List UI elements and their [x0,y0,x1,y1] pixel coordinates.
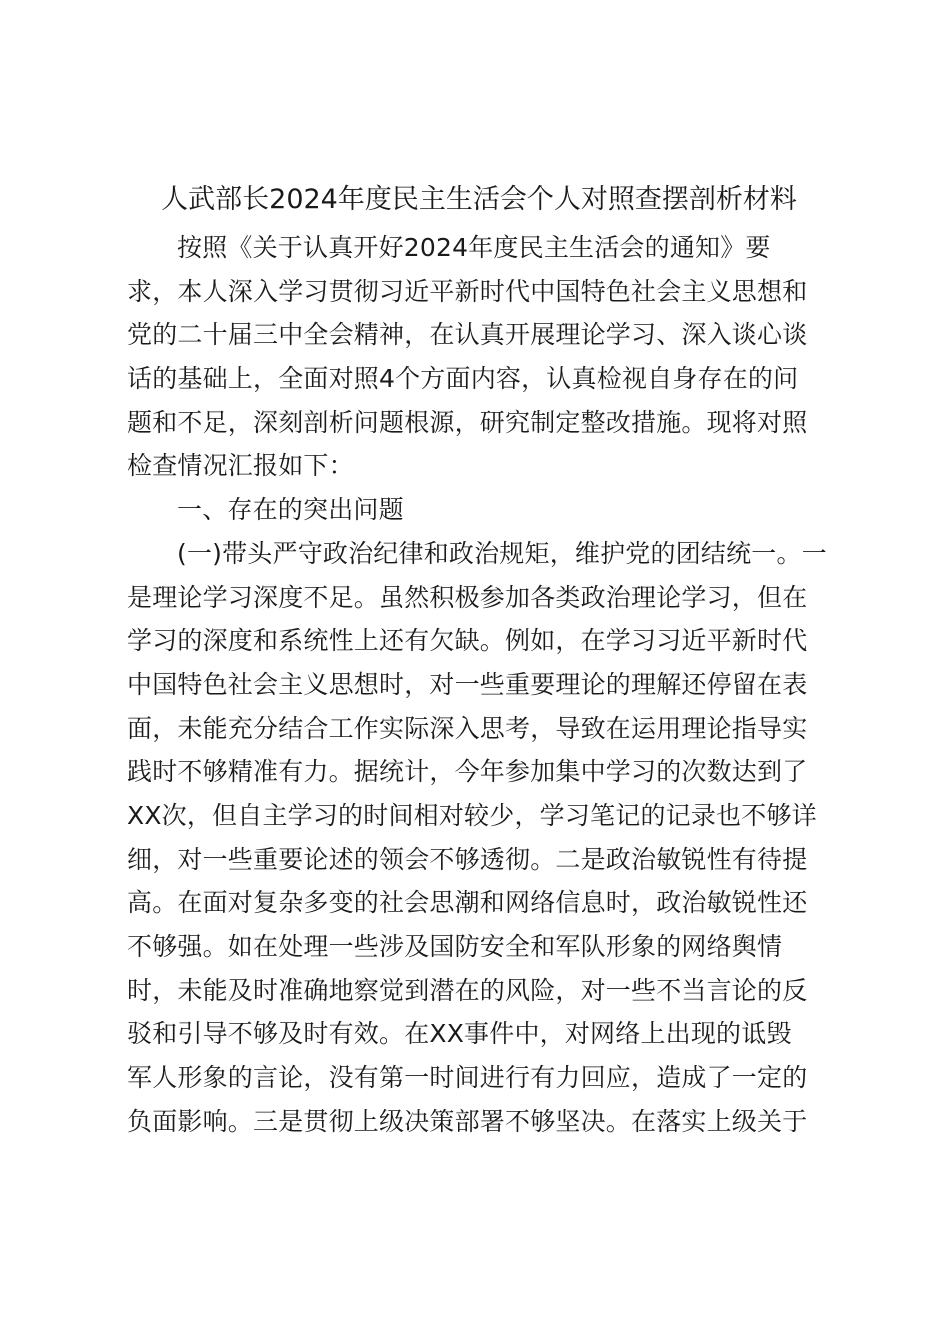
paragraph-line: 题和不足，深刻剖析问题根源，研究制定整改措施。现将对照 [127,407,808,437]
paragraph-line: 不够强。如在处理一些涉及国防安全和军队形象的网络舆情 [127,932,783,961]
paragraph-line: 面，未能充分结合工作实际深入思考，导致在运用理论指导实 [127,713,808,743]
paragraph-line: 高。在面对复杂多变的社会思潮和网络信息时，政治敏锐性还 [127,888,808,918]
paragraph-line: 学习的深度和系统性上还有欠缺。例如，在学习习近平新时代 [127,626,808,656]
paragraph-line: 时，未能及时准确地察觉到潜在的风险，对一些不当言论的反 [127,975,808,1005]
section-heading: 一、存在的突出问题 [177,495,404,525]
paragraph-line: 驳和引导不够及时有效。在XX事件中，对网络上出现的诋毁 [127,1019,792,1049]
paragraph-line: 践时不够精准有力。据统计，今年参加集中学习的次数达到了 [127,757,808,787]
paragraph-line: XX次，但自主学习的时间相对较少，学习笔记的记录也不够详 [127,800,817,830]
paragraph-line: 话的基础上，全面对照4个方面内容，认真检视自身存在的问 [127,364,799,394]
paragraph-line: 党的二十届三中全会精神，在认真开展理论学习、深入谈心谈 [127,320,808,350]
paragraph-line: 检查情况汇报如下： [127,451,354,481]
paragraph-line: 求，本人深入学习贯彻习近平新时代中国特色社会主义思想和 [127,276,808,306]
subsection-heading-line: (一)带头严守政治纪律和政治规矩，维护党的团结统一。一 [177,538,827,568]
paragraph-line: 军人形象的言论，没有第一时间进行有力回应，造成了一定的 [127,1063,808,1093]
paragraph-line: 负面影响。三是贯彻上级决策部署不够坚决。在落实上级关于 [127,1106,808,1136]
paragraph-line: 是理论学习深度不足。虽然积极参加各类政治理论学习，但在 [127,582,808,612]
paragraph-line: 中国特色社会主义思想时，对一些重要理论的理解还停留在表 [127,669,808,699]
document-title: 人武部长2024年度民主生活会个人对照查摆剖析材料 [161,184,797,215]
document-body [127,226,827,1143]
paragraph-line: 按照《关于认真开好2024年度民主生活会的通知》要 [177,233,771,262]
paragraph-line: 细，对一些重要论述的领会不够透彻。二是政治敏锐性有待提 [127,844,808,874]
